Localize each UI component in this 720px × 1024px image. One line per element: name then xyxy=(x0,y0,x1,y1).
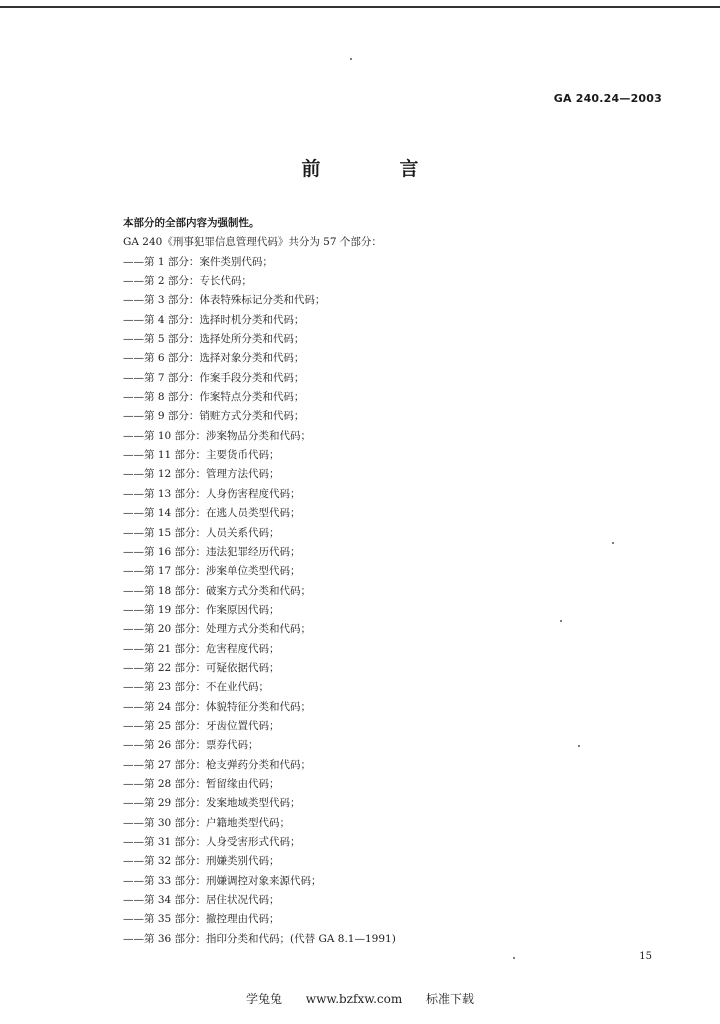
scan-speck xyxy=(560,620,562,622)
scan-speck xyxy=(350,58,352,60)
part-item: ——第 29 部分：发案地域类型代码； xyxy=(123,797,301,810)
part-item: ——第 21 部分：危害程度代码； xyxy=(123,642,280,655)
footer-watermark xyxy=(0,990,720,1007)
part-item: ——第 8 部分：作案特点分类和代码； xyxy=(123,391,305,404)
page-number: 15 xyxy=(639,951,652,962)
part-item: ——第 7 部分：作案手段分类和代码； xyxy=(123,371,305,384)
part-item: ——第 30 部分：户籍地类型代码； xyxy=(123,816,291,829)
part-item: ——第 20 部分：处理方式分类和代码； xyxy=(123,623,312,636)
standard-code: GA 240.24—2003 xyxy=(553,92,662,105)
part-item: ——第 2 部分：专长代码； xyxy=(123,275,252,288)
parts-list xyxy=(123,253,643,949)
part-item: ——第 24 部分：体貌特征分类和代码； xyxy=(123,700,312,713)
part-item: ——第 15 部分：人员关系代码； xyxy=(123,526,280,539)
mandatory-statement: 本部分的全部内容为强制性。 xyxy=(123,217,260,229)
parts-summary: GA 240《刑事犯罪信息管理代码》共分为 57 个部分： xyxy=(123,236,382,249)
footer-site-name: 学兔兔 xyxy=(245,992,282,1006)
part-item: ——第 31 部分：人身受害形式代码； xyxy=(123,836,301,848)
part-item: ——第 18 部分：破案方式分类和代码； xyxy=(123,584,312,597)
part-item: ——第 34 部分：居住状况代码； xyxy=(123,894,280,907)
part-item: ——第 1 部分：案件类别代码； xyxy=(123,255,273,268)
part-item: ——第 32 部分：刑嫌类别代码； xyxy=(123,855,280,868)
part-item: ——第 36 部分：指印分类和代码；(代替 GA 8.1—1991) xyxy=(123,932,396,945)
part-item: ——第 3 部分：体表特殊标记分类和代码； xyxy=(123,294,326,307)
part-item: ——第 28 部分：暂留缘由代码； xyxy=(123,777,280,790)
footer-tagline: 标准下载 xyxy=(426,992,475,1006)
part-item: ——第 14 部分：在逃人员类型代码； xyxy=(123,507,301,520)
part-item: ——第 5 部分：选择处所分类和代码； xyxy=(123,333,305,346)
part-item: ——第 12 部分：管理方法代码； xyxy=(123,468,280,481)
part-item: ——第 19 部分：作案原因代码； xyxy=(123,603,280,616)
part-item: ——第 26 部分：票券代码； xyxy=(123,739,259,752)
part-item: ——第 10 部分：涉案物品分类和代码； xyxy=(123,429,312,442)
part-item: ——第 17 部分：涉案单位类型代码； xyxy=(123,565,301,578)
scan-speck xyxy=(612,542,614,544)
part-item: ——第 27 部分：枪支弹药分类和代码； xyxy=(123,758,312,771)
part-item: ——第 4 部分：选择时机分类和代码； xyxy=(123,313,305,326)
part-item: ——第 35 部分：撤控理由代码； xyxy=(123,913,280,926)
part-item: ——第 11 部分：主要货币代码； xyxy=(123,449,280,462)
scan-speck xyxy=(513,957,515,959)
scan-speck xyxy=(578,745,580,747)
footer-site-url: www.bzfxw.com xyxy=(305,992,403,1006)
part-item: ——第 13 部分：人身伤害程度代码； xyxy=(123,487,301,500)
part-item: ——第 16 部分：违法犯罪经历代码； xyxy=(123,545,301,558)
part-item: ——第 33 部分：刑嫌调控对象来源代码； xyxy=(123,874,322,887)
part-item: ——第 25 部分：牙齿位置代码； xyxy=(123,719,280,732)
top-rule xyxy=(0,6,720,8)
preface-body xyxy=(123,214,643,949)
page-title: 前 言 xyxy=(301,158,449,180)
part-item: ——第 9 部分：销赃方式分类和代码； xyxy=(123,410,305,423)
part-item: ——第 6 部分：选择对象分类和代码； xyxy=(123,352,305,365)
part-item: ——第 22 部分：可疑依据代码； xyxy=(123,661,280,674)
part-item: ——第 23 部分：不在业代码； xyxy=(123,681,270,694)
